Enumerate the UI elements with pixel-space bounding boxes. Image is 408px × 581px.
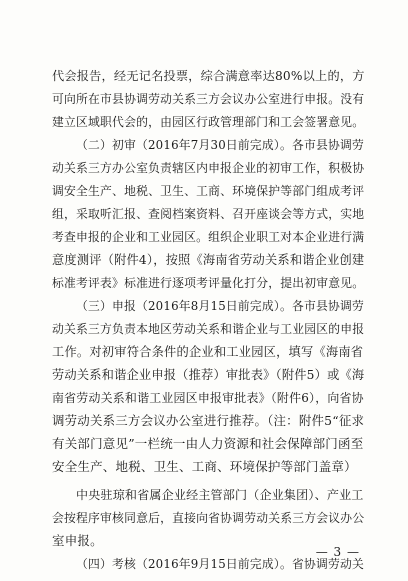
text-line: 可向所在市县协调劳动关系三方会议办公室进行申报。没有 <box>52 92 365 106</box>
text-line: （二）初审（2016年7月30日前完成）。各市县协调劳 <box>76 138 364 152</box>
text-line: （四）考核（2016年9月15日前完成）。省协调劳动关 <box>76 557 364 571</box>
text-line: 中央驻琼和省属企业经主管部门（企业集团）、产业工 <box>76 488 364 502</box>
text-line: 代会报告，经无记名投票，综合满意率达80%以上的，方 <box>52 69 365 83</box>
text-line: 考查申报的企业和工业园区。组织企业职工对本企业进行满 <box>52 230 365 244</box>
text-line: 意度测评（附件4），按照《海南省劳动关系和谐企业创建 <box>52 253 365 267</box>
page-number: — 3 — <box>315 545 360 559</box>
text-line: 调劳动关系三方会议办公室进行推荐。（注：附件5“征求 <box>52 413 365 428</box>
text-line: 动关系三方办公室负责辖区内申报企业的初审工作，积极协 <box>52 161 365 175</box>
text-line: 标准考评表》标准进行逐项考评量化打分，提出初审意见。 <box>52 276 365 290</box>
text-line: 有关部门意见”一栏统一由人力资源和社会保障部门函至 <box>52 436 364 451</box>
text-line: 动关系三方负责本地区劳动关系和谐企业与工业园区的申报 <box>52 322 365 336</box>
text-line: 建立区域职代会的，由园区行政管理部门和工会签署意见。 <box>52 115 365 129</box>
text-line: 会按程序审核同意后，直接向省协调劳动关系三方会议办公 <box>52 511 365 525</box>
text-line: 组，采取听汇报、查阅档案资料、召开座谈会等方式，实地 <box>52 207 365 221</box>
text-line: 劳动关系和谐企业申报（推荐）审批表》（附件5）或《海 <box>52 368 365 382</box>
text-line: 工作。对初审符合条件的企业和工业园区，填写《海南省 <box>52 345 364 359</box>
text-line: 调安全生产、地税、卫生、工商、环境保护等部门组成考评 <box>52 184 365 198</box>
text-line: 南省劳动关系和谐工业园区申报审批表》（附件6），向省协 <box>52 391 364 405</box>
text-line: 室申报。 <box>52 533 103 548</box>
text-line: 安全生产、地税、卫生、工商、环境保护等部门盖章） <box>52 459 357 474</box>
text-line: （三）申报（2016年8月15日前完成）。各市县协调劳 <box>76 299 364 313</box>
